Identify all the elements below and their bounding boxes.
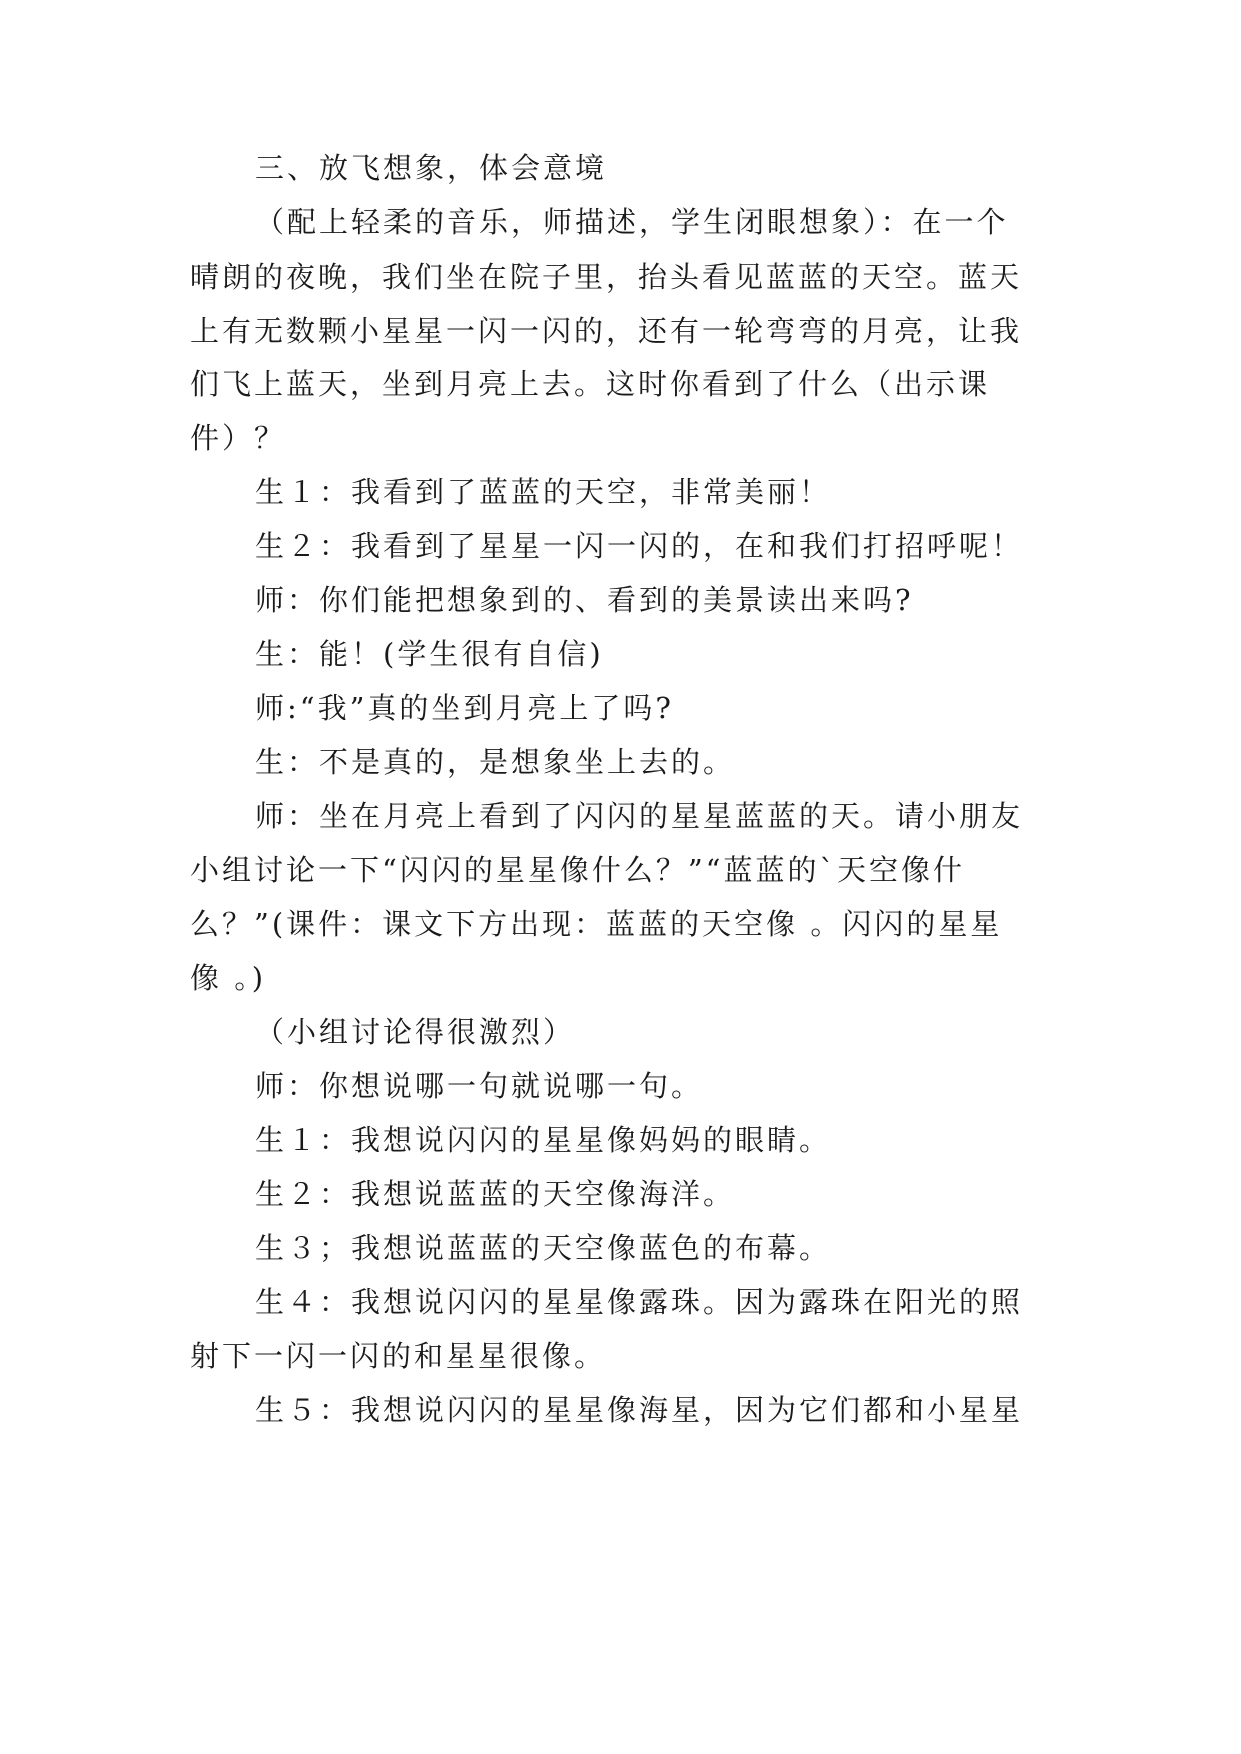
student-paragraph-line: 射下一闪一闪的和星星很像。 (190, 1339, 607, 1373)
teacher-paragraph-line: 师：坐在月亮上看到了闪闪的星星蓝蓝的天。请小朋友 (255, 799, 1024, 833)
teacher-paragraph-line: 么？”(课件：课文下方出现：蓝蓝的天空像 。闪闪的星星 (190, 907, 1003, 941)
dialogue-line: 生１：我看到了蓝蓝的天空，非常美丽！ (255, 475, 832, 509)
dialogue-line: 生３；我想说蓝蓝的天空像蓝色的布幕。 (255, 1231, 832, 1265)
group-discussion-note: （小组讨论得很激烈） (255, 1015, 576, 1049)
intro-paragraph-line: 们飞上蓝天，坐到月亮上去。这时你看到了什么（出示课 (190, 367, 991, 401)
teacher-paragraph-line: 小组讨论一下“闪闪的星星像什么？”“蓝蓝的`天空像什 (190, 853, 965, 887)
dialogue-line: 生１：我想说闪闪的星星像妈妈的眼睛。 (255, 1123, 832, 1157)
dialogue-line: 生２：我看到了星星一闪一闪的，在和我们打招呼呢！ (255, 529, 1024, 563)
intro-paragraph-line: （配上轻柔的音乐，师描述，学生闭眼想象）：在一个 (255, 205, 1009, 239)
intro-paragraph-line: 晴朗的夜晚，我们坐在院子里，抬头看见蓝蓝的天空。蓝天 (190, 260, 1023, 294)
dialogue-line: 师：你们能把想象到的、看到的美景读出来吗? (255, 583, 914, 617)
student-paragraph-line: 生４：我想说闪闪的星星像露珠。因为露珠在阳光的照 (255, 1285, 1024, 1319)
teacher-paragraph-line: 像 。) (190, 961, 267, 995)
dialogue-line: 师：你想说哪一句就说哪一句。 (255, 1069, 704, 1103)
student-paragraph-line: 生５：我想说闪闪的星星像海星，因为它们都和小星星 (255, 1393, 1024, 1427)
dialogue-line: 生２：我想说蓝蓝的天空像海洋。 (255, 1177, 736, 1211)
dialogue-line: 师:“我”真的坐到月亮上了吗? (255, 691, 674, 725)
section-heading: 三、放飞想象，体会意境 (255, 151, 608, 185)
dialogue-line: 生：能！(学生很有自信) (255, 637, 604, 671)
dialogue-line: 生：不是真的，是想象坐上去的。 (255, 745, 736, 779)
intro-paragraph-line: 件）？ (190, 421, 287, 455)
intro-paragraph-line: 上有无数颗小星星一闪一闪的，还有一轮弯弯的月亮，让我 (190, 314, 1023, 348)
